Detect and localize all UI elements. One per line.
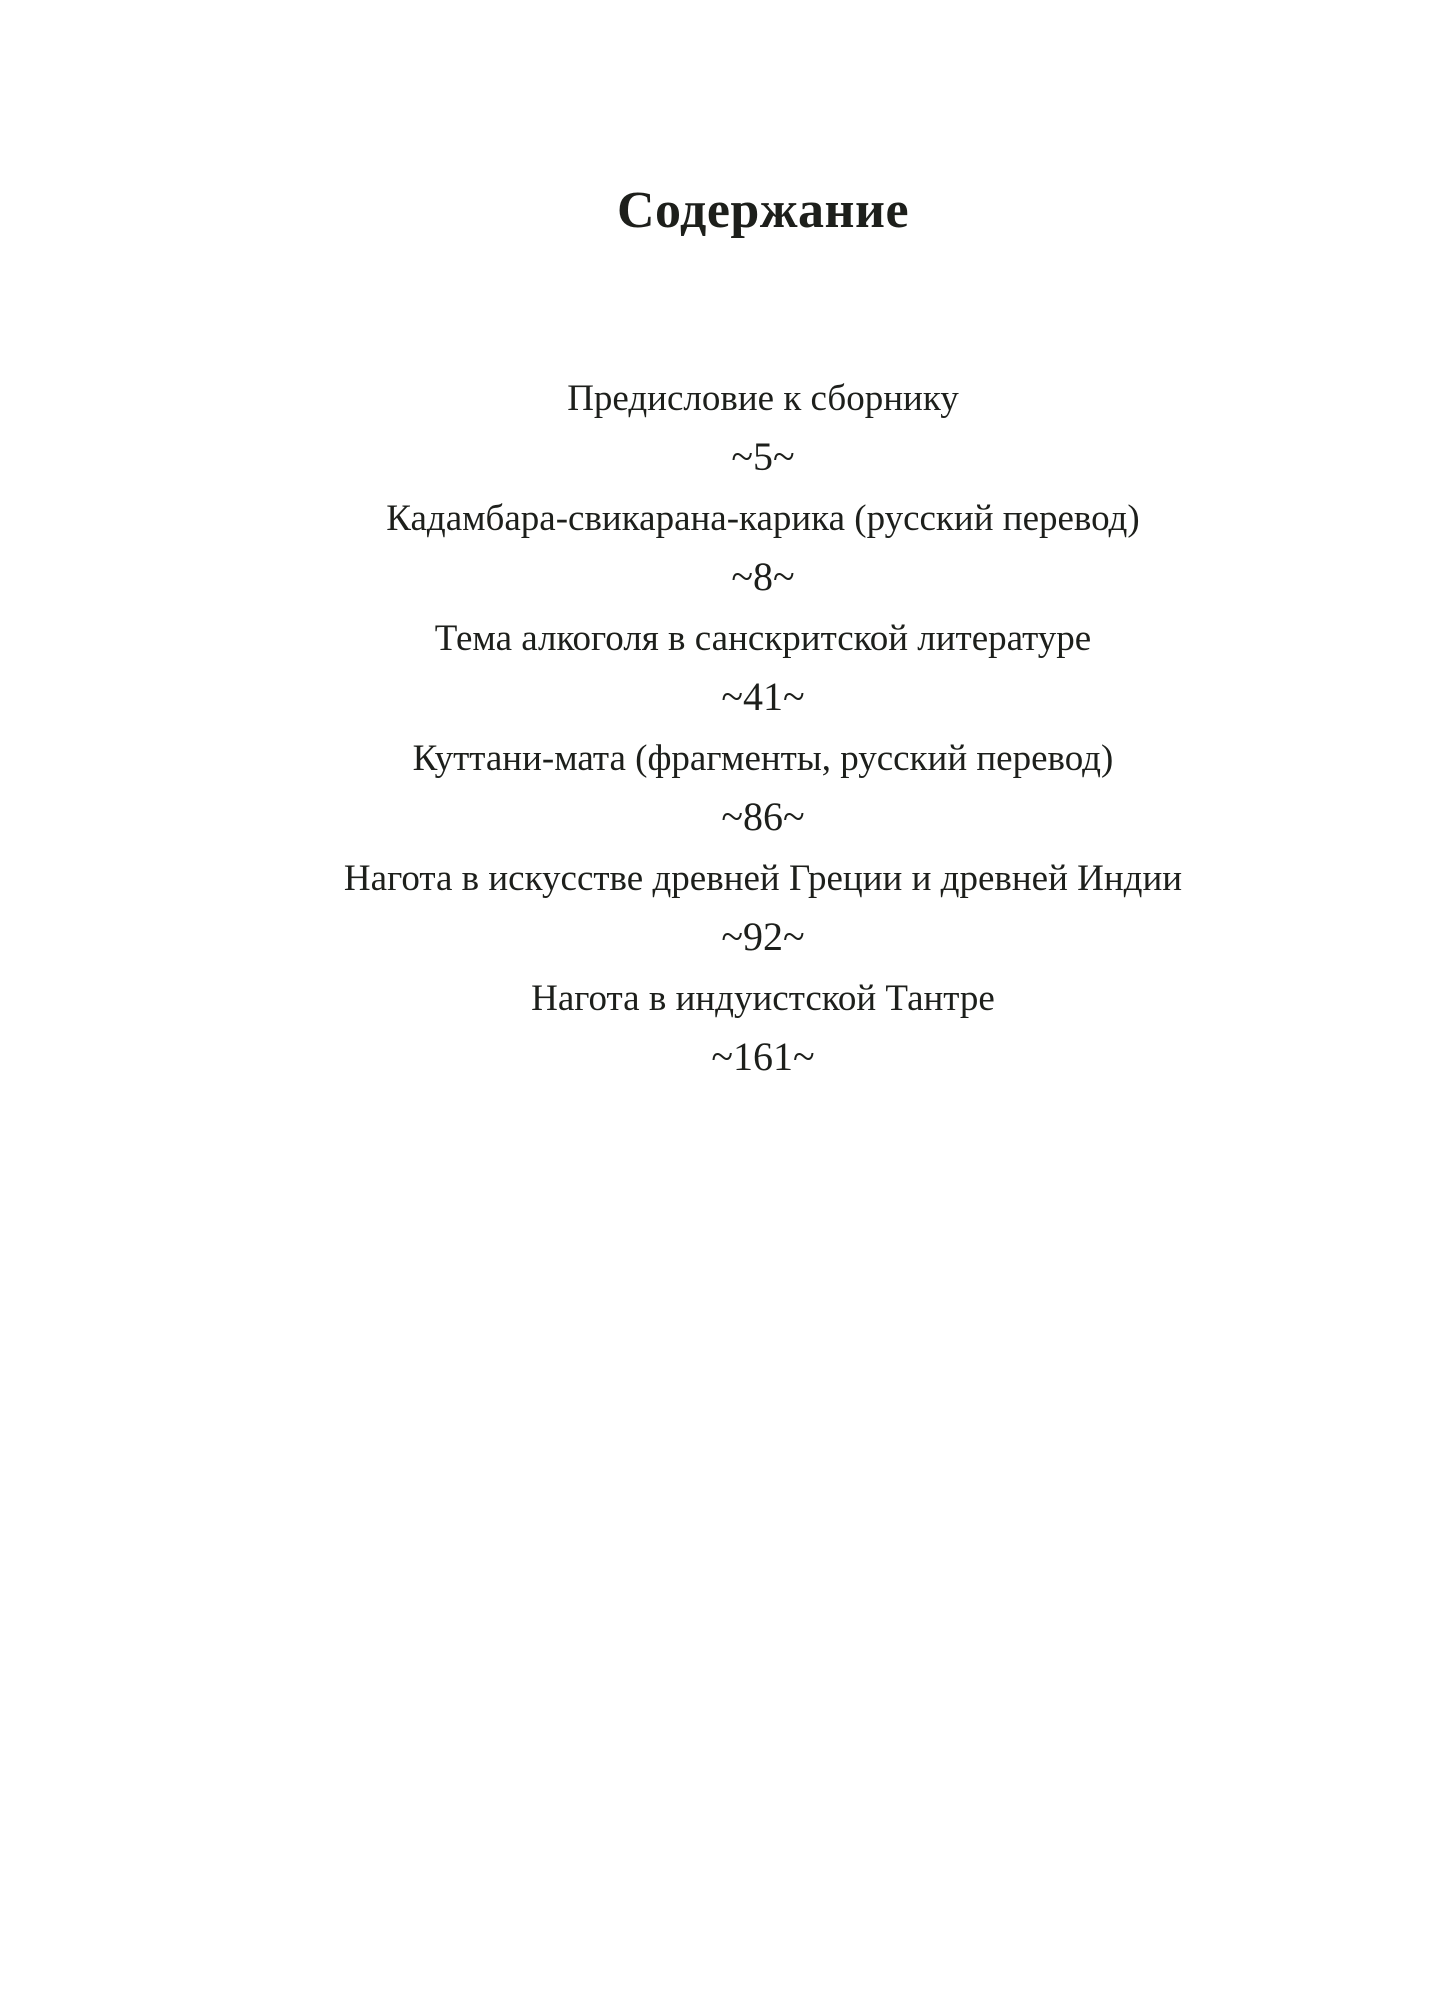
- toc-entry-title: Нагота в индуистской Тантре: [531, 978, 995, 1019]
- table-of-contents: [0, 370, 1436, 1090]
- toc-entry-page-number: ~8~: [731, 554, 795, 599]
- toc-entry-page-number: ~86~: [721, 794, 805, 839]
- toc-entry-title: Тема алкоголя в санскритской литературе: [434, 618, 1092, 659]
- toc-entry-title: Кадамбара-свикарана-карика (русский перевод): [386, 498, 1140, 539]
- toc-entry-page-number: ~161~: [711, 1034, 815, 1079]
- toc-entry: [0, 610, 1436, 730]
- toc-entry-page-number: ~92~: [721, 914, 805, 959]
- toc-entry: [0, 730, 1436, 850]
- page-title: Содержание: [616, 182, 910, 239]
- toc-entry-page-number: ~41~: [721, 674, 805, 719]
- toc-entry-title: Предисловие к сборнику: [567, 378, 959, 419]
- toc-entry: [0, 850, 1436, 970]
- toc-entry-title: Нагота в искусстве древней Греции и древней Индии: [343, 858, 1183, 899]
- toc-entry-title: Куттани-мата (фрагменты, русский перевод): [412, 738, 1114, 779]
- toc-entry: [0, 490, 1436, 610]
- toc-entry-page-number: ~5~: [731, 434, 795, 479]
- toc-entry: [0, 970, 1436, 1090]
- toc-entry: [0, 370, 1436, 490]
